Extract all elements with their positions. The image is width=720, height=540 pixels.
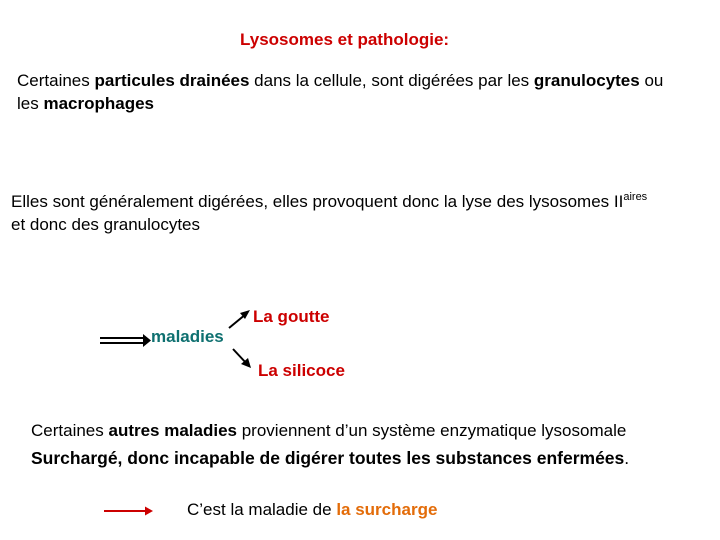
arrow-up-icon [228, 308, 252, 330]
p1-bold-macrophages: macrophages [43, 94, 155, 113]
double-arrow-icon [100, 334, 152, 350]
p3-text-2: proviennent d’un système enzymatique lysosomale [237, 421, 627, 440]
p1-bold-granulocytes: granulocytes [533, 71, 640, 90]
goutte-label: La goutte [253, 307, 330, 326]
p1-text-2: dans la cellule, sont digérées par les [249, 71, 534, 90]
p4-period: . [624, 448, 630, 468]
p1-text-3: ou [639, 71, 664, 90]
conclusion-prefix: C’est la maladie de [187, 500, 337, 519]
p1-text-4: les [17, 94, 44, 113]
p2-text-2: et donc des granulocytes [11, 215, 201, 234]
p1-text-1: Certaines [17, 71, 95, 90]
paragraph-particules [17, 69, 663, 115]
paragraph-lyse [11, 190, 647, 236]
maladies-label: maladies [151, 327, 224, 346]
p2-superscript: aires [623, 191, 648, 203]
slide-title: Lysosomes et pathologie: [240, 30, 450, 49]
silicoce-label: La silicoce [258, 361, 345, 380]
conclusion-highlight: la surcharge [336, 500, 438, 519]
red-arrow-icon [104, 505, 154, 517]
p1-bold-particules: particules drainées [94, 71, 250, 90]
p3-text-1: Certaines [31, 421, 109, 440]
p4-bold-surcharge: Surchargé, donc incapable de digérer toutes les substances enfermées [31, 448, 625, 468]
p2-text-1: Elles sont généralement digérées, elles provoquent donc la lyse des lysosomes II [11, 192, 624, 211]
conclusion-text [187, 500, 437, 520]
paragraph-surcharge [31, 447, 629, 470]
arrow-down-icon [232, 348, 256, 370]
p3-bold-autres-maladies: autres maladies [108, 421, 237, 440]
paragraph-autres-maladies [31, 419, 626, 442]
